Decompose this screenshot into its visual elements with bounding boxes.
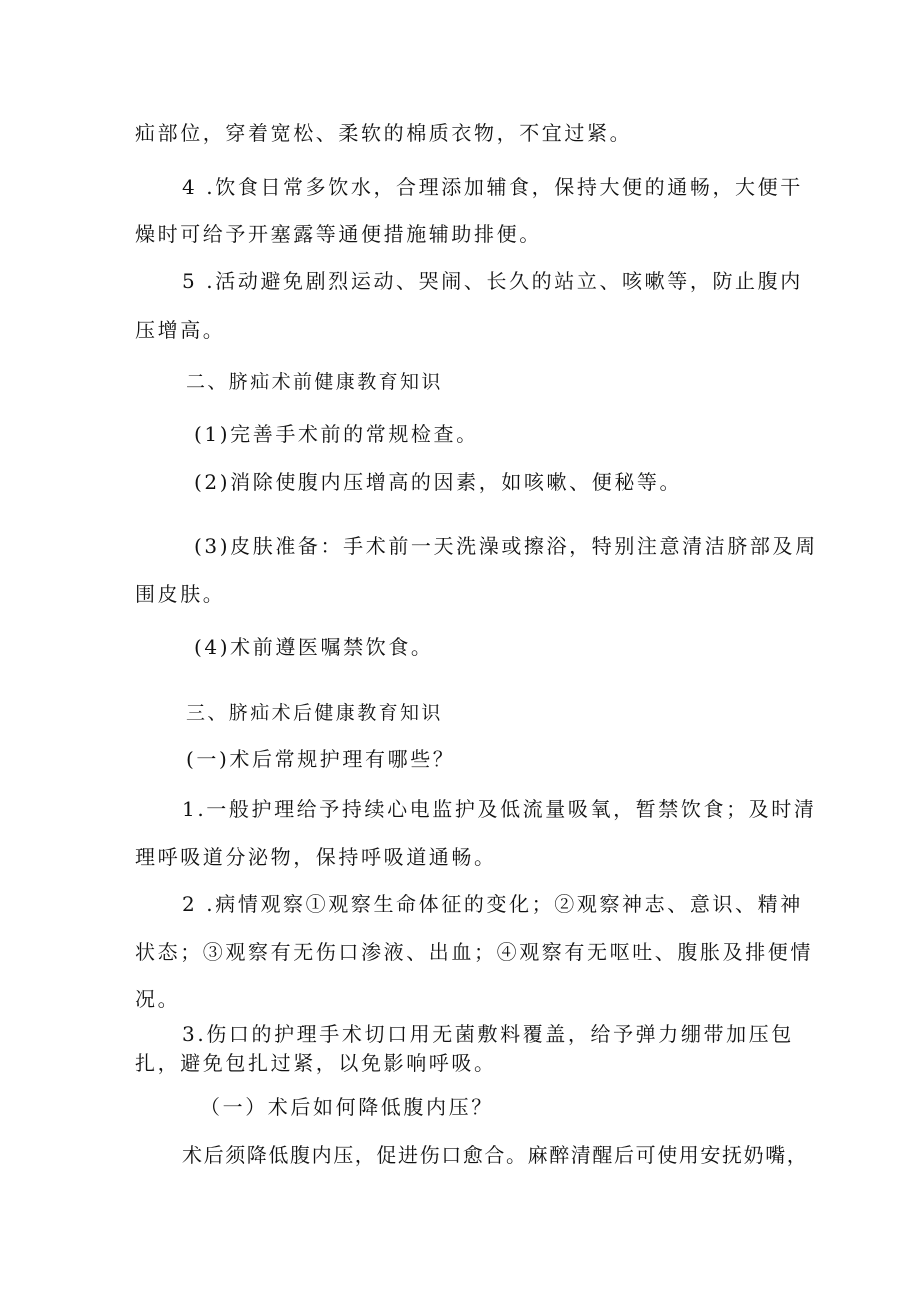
paragraph-line: 压增高。 xyxy=(135,318,226,342)
paragraph-line: 状态；③观察有无伤口渗液、出血；④观察有无呕吐、腹胀及排便情 xyxy=(135,940,813,964)
list-item-general-care: 1.一般护理给予持续心电监护及低流量吸氧，暂禁饮食；及时清 xyxy=(182,797,817,821)
section-heading-preop: 二、脐疝术前健康教育知识 xyxy=(186,371,443,393)
paragraph-line: 围皮肤。 xyxy=(135,582,226,606)
paragraph-line: 理呼吸道分泌物，保持呼吸道通畅。 xyxy=(135,845,497,869)
paragraph-line: 扎，避免包扎过紧，以免影响呼吸。 xyxy=(135,1051,497,1075)
paragraph-line: 术后须降低腹内压，促进伤口愈合。麻醉清醒后可使用安抚奶嘴， xyxy=(182,1143,809,1167)
section-heading-postop: 三、脐疝术后健康教育知识 xyxy=(186,702,443,724)
paragraph-line: 疝部位，穿着宽松、柔软的棉质衣物，不宜过紧。 xyxy=(135,121,633,145)
list-item-preop-4: (4)术前遵医嘱禁饮食。 xyxy=(194,635,434,659)
list-item-activity: 5 .活动避免剧烈运动、哭闹、长久的站立、咳嗽等，防止腹内 xyxy=(182,269,803,293)
list-item-observation: 2 .病情观察①观察生命体征的变化；②观察神志、意识、精神 xyxy=(182,892,803,916)
subsection-heading-pressure: （一）术后如何降低腹内压？ xyxy=(200,1095,494,1119)
list-item-preop-3: (3)皮肤准备：手术前一天洗澡或擦浴，特别注意清洁脐部及周 xyxy=(194,534,818,558)
list-item-diet: 4 .饮食日常多饮水，合理添加辅食，保持大便的通畅，大便干 xyxy=(182,175,803,199)
paragraph-line: 况。 xyxy=(135,987,181,1011)
list-item-wound-care: 3.伤口的护理手术切口用无菌敷料覆盖，给予弹力绷带加压包 xyxy=(182,1022,794,1046)
list-item-preop-2: (2)消除使腹内压增高的因素，如咳嗽、便秘等。 xyxy=(194,470,683,494)
paragraph-line: 燥时可给予开塞露等通便措施辅助排便。 xyxy=(135,222,542,246)
list-item-preop-1: (1)完善手术前的常规检查。 xyxy=(194,422,479,446)
subsection-heading-routine-care: (一)术后常规护理有哪些？ xyxy=(186,747,456,771)
